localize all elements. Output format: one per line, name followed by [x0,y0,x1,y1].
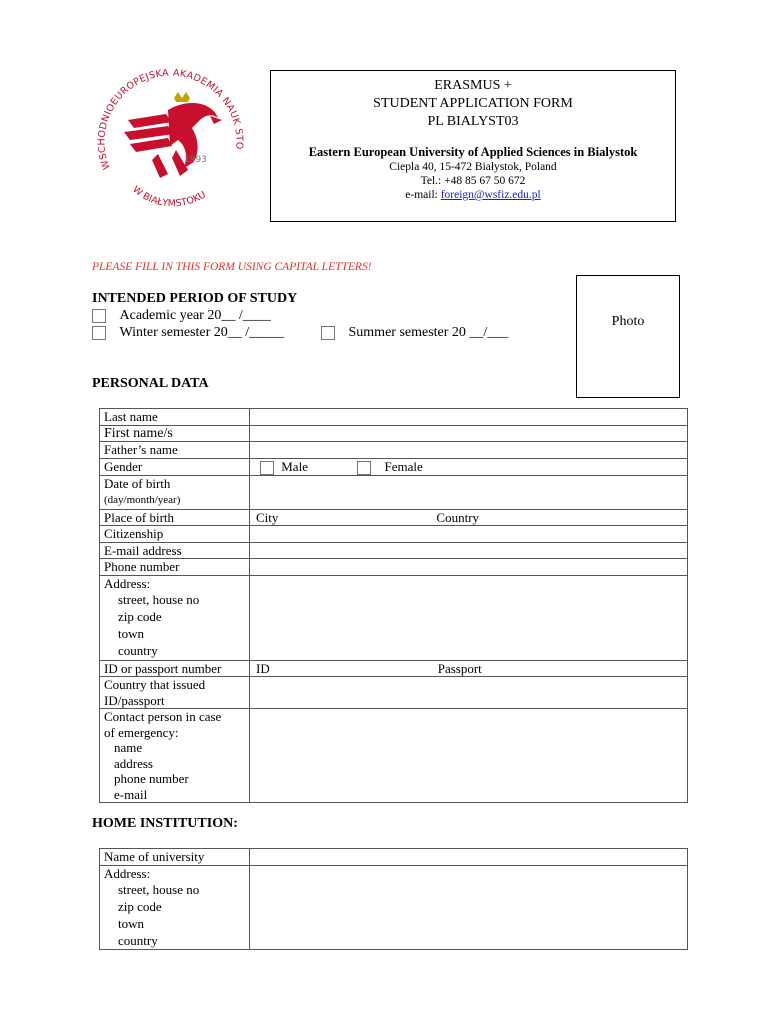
svg-text:W BIAŁYMSTOKU [130,184,208,209]
personal-data-table [99,408,688,803]
photo-box[interactable] [576,275,680,398]
logo-arc-text: WSCHODNIOEUROPEJSKA AKADEMIA NAUK STO [96,67,245,171]
last-name-field[interactable] [250,409,688,426]
table-row [100,677,688,709]
citizenship-label: Citizenship [100,526,250,543]
semester-row [92,325,284,341]
logo-bottom-text: W BIAŁYMSTOKU [130,184,208,210]
capital-letters-notice: PLEASE FILL IN THIS FORM USING CAPITAL LETTERS! [92,261,372,273]
contact-address-label: address [114,755,153,771]
address-label [100,575,250,660]
city-label: City [256,509,279,525]
email-address-label: E-mail address [100,542,250,559]
form-program: ERASMUS + [434,78,512,93]
winter-semester-checkbox[interactable] [92,326,106,340]
dob-label [100,475,250,509]
home-street-label: street, house no [118,882,200,898]
table-row [100,425,688,442]
summer-semester-checkbox[interactable] [321,326,335,340]
citizenship-field[interactable] [250,526,688,543]
place-of-birth-field[interactable] [250,509,688,526]
gender-field [250,458,688,475]
academic-year-checkbox[interactable] [92,309,106,323]
home-zip-label: zip code [118,899,162,915]
home-institution-heading: HOME INSTITUTION: [92,816,238,831]
academic-year-row [92,308,271,324]
institution-address: Ciepla 40, 15-472 Białystok, Poland [389,161,557,173]
last-name-label: Last name [100,409,250,426]
table-row [100,865,688,950]
id-number-field[interactable] [250,660,688,677]
gender-label: Gender [100,458,250,475]
university-label: Name of university [100,849,250,866]
home-town-label: town [118,915,144,931]
contact-phone-label: phone number [114,771,189,786]
period-heading: INTENDED PERIOD OF STUDY [92,291,298,306]
table-row [100,442,688,459]
contact-name-label: name [114,740,143,755]
issued-line1: Country that issued [104,677,206,692]
personal-data-heading: PERSONAL DATA [92,376,209,391]
zip-label: zip code [118,609,162,625]
home-address-field[interactable] [250,865,688,950]
home-address-label [100,865,250,950]
university-field[interactable] [250,849,688,866]
table-row [100,660,688,677]
phone-label: Phone number [100,559,250,576]
street-label: street, house no [118,592,200,608]
issued-field[interactable] [250,677,688,709]
home-country-label: country [118,932,158,948]
table-row [100,559,688,576]
contact-label [100,709,250,803]
header-box [270,70,676,222]
dob-format: (day/month/year) [104,494,181,507]
phone-field[interactable] [250,559,688,576]
form-title: STUDENT APPLICATION FORM [373,96,573,111]
institution-name: Eastern European University of Applied Sciences in Bialystok [308,145,638,159]
email-link[interactable]: foreign@wsfiz.edu.pl [440,189,541,201]
summer-row [321,325,508,341]
home-address-heading: Address: [104,865,151,881]
dob-text: Date of birth [104,475,171,491]
home-institution-table [99,848,688,950]
table-row [100,509,688,526]
table-row [100,542,688,559]
father-name-label: Father’s name [100,442,250,459]
table-row [100,409,688,426]
table-row [100,526,688,543]
town-label: town [118,625,144,641]
photo-label: Photo [611,314,645,329]
form-code: PL BIALYST03 [427,114,519,129]
logo-year: 1993 [184,155,207,165]
institution-tel: Tel.: +48 85 67 50 672 [420,175,526,187]
female-label: Female [384,458,423,474]
academic-year-label: Academic year 20__ /____ [119,308,271,323]
institution-email [271,188,675,202]
male-label: Male [281,458,308,474]
address-heading: Address: [104,575,151,591]
female-checkbox[interactable] [357,461,371,475]
issued-label [100,677,250,709]
passport-label: Passport [437,660,482,676]
father-name-field[interactable] [250,442,688,459]
contact-line1: Contact person in case [104,709,222,724]
winter-semester-label: Winter semester 20__ /_____ [119,325,285,340]
country-label: Country [436,509,480,525]
email-label: e-mail: [405,189,441,201]
first-name-label: First name/s [100,425,250,442]
summer-semester-label: Summer semester 20 __/___ [348,325,509,340]
contact-email-label: e-mail [114,786,148,802]
contact-line2: of emergency: [104,724,179,740]
male-checkbox[interactable] [260,461,274,475]
table-row [100,458,688,475]
table-row [100,475,688,509]
id-label: ID [256,660,270,676]
id-number-label: ID or passport number [100,660,250,677]
contact-field[interactable] [250,709,688,803]
country-row-label: country [118,642,158,658]
place-of-birth-label: Place of birth [100,509,250,526]
dob-field[interactable] [250,475,688,509]
first-name-field[interactable] [250,425,688,442]
address-field[interactable] [250,575,688,660]
table-row [100,575,688,660]
email-address-field[interactable] [250,542,688,559]
issued-line2: ID/passport [104,692,165,708]
table-row [100,849,688,866]
university-logo [88,58,258,218]
table-row [100,709,688,803]
